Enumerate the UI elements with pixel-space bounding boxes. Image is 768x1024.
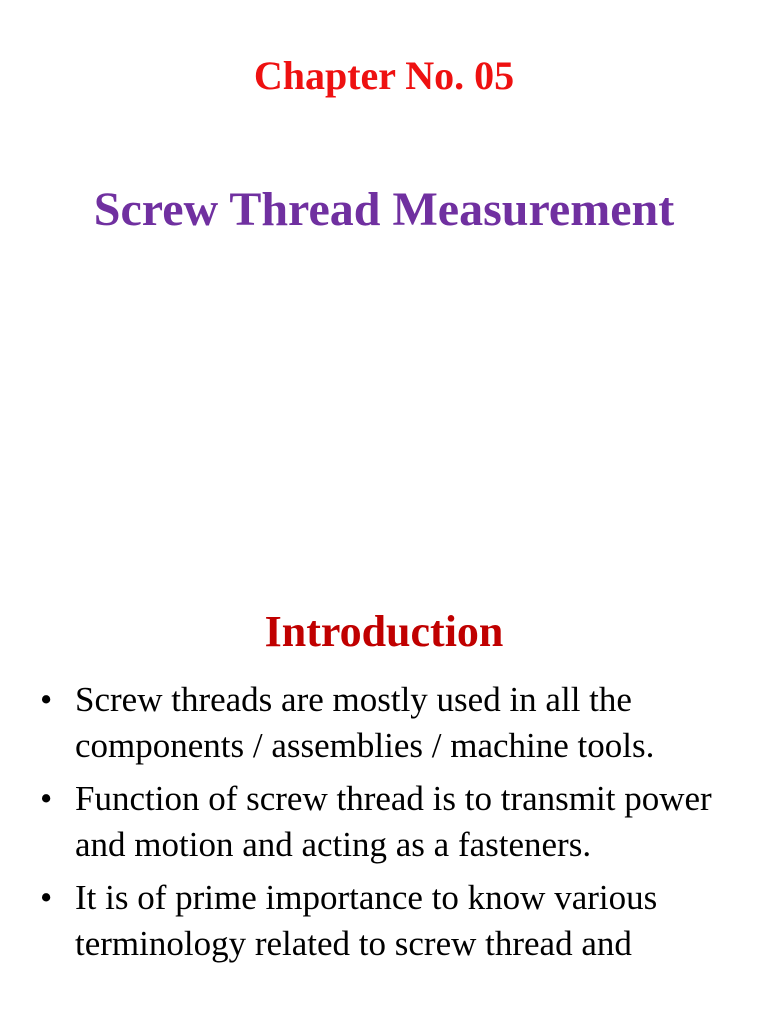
bullet-icon: • bbox=[40, 779, 53, 818]
chapter-label: Chapter No. 05 bbox=[253, 53, 515, 98]
page-title: Screw Thread Measurement bbox=[93, 183, 675, 236]
bullet-icon: • bbox=[40, 878, 53, 917]
bullet-item bbox=[40, 677, 740, 769]
bullet-list bbox=[40, 677, 740, 974]
section-heading: Introduction bbox=[264, 607, 504, 656]
bullet-text: Function of screw thread is to transmit power and motion and acting as a fasteners. bbox=[75, 779, 712, 864]
bullet-text: It is of prime importance to know various terminology related to screw thread and bbox=[75, 878, 658, 963]
bullet-text: Screw threads are mostly used in all the components / assemblies / machine tools. bbox=[75, 680, 655, 765]
bullet-item bbox=[40, 776, 740, 868]
bullet-icon: • bbox=[40, 680, 53, 719]
bullet-item bbox=[40, 875, 740, 967]
